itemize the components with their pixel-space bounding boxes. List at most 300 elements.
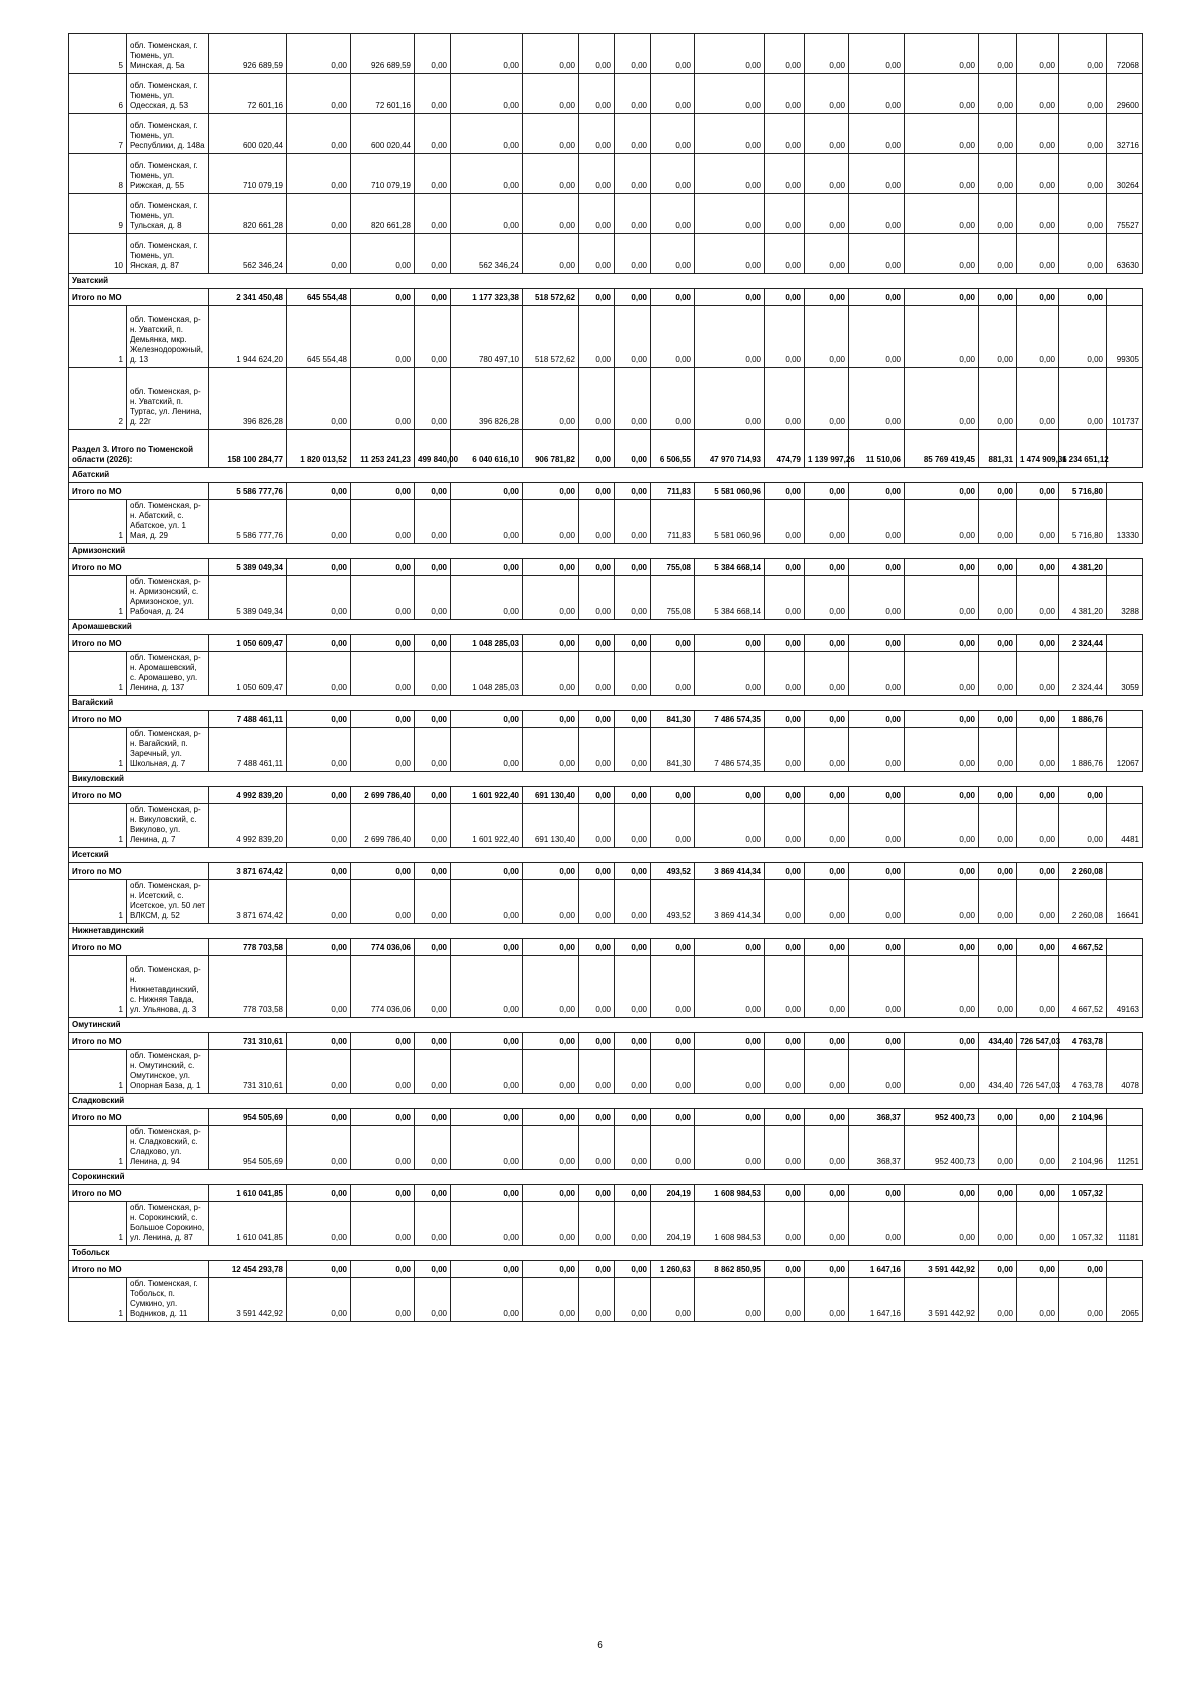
value-cell: 0,00 [651, 34, 695, 74]
total-cell: 0,00 [351, 1109, 415, 1126]
address-row [69, 1126, 1143, 1170]
total-cell: 0,00 [765, 1109, 805, 1126]
total-cell: 0,00 [765, 787, 805, 804]
value-cell: 0,00 [805, 234, 849, 274]
value-cell: 0,00 [695, 74, 765, 114]
mo-total-label: Итого по МО [69, 711, 209, 728]
total-cell: 5 716,80 [1059, 483, 1107, 500]
empty-code-cell [1107, 787, 1143, 804]
mo-total-label: Итого по МО [69, 1261, 209, 1278]
value-cell: 0,00 [451, 34, 523, 74]
value-cell: 0,00 [523, 194, 579, 234]
value-cell: 0,00 [579, 194, 615, 234]
total-cell: 0,00 [979, 1109, 1017, 1126]
total-cell: 0,00 [579, 711, 615, 728]
value-cell: 0,00 [849, 652, 905, 696]
value-cell: 0,00 [849, 804, 905, 848]
value-cell: 600 020,44 [209, 114, 287, 154]
address-cell: обл. Тюменская, г. Тюмень, ул. Тульская, д. 8 [127, 194, 209, 234]
value-cell: 926 689,59 [209, 34, 287, 74]
value-cell: 820 661,28 [209, 194, 287, 234]
total-cell: 0,00 [523, 1185, 579, 1202]
value-cell: 368,37 [849, 1126, 905, 1170]
total-cell: 158 100 284,77 [209, 430, 287, 468]
total-cell: 1 601 922,40 [451, 787, 523, 804]
value-cell: 0,00 [615, 880, 651, 924]
total-cell: 3 871 674,42 [209, 863, 287, 880]
total-cell: 0,00 [1059, 289, 1107, 306]
total-cell: 881,31 [979, 430, 1017, 468]
value-cell: 0,00 [351, 234, 415, 274]
total-cell: 841,30 [651, 711, 695, 728]
value-cell: 0,00 [287, 34, 351, 74]
value-cell: 0,00 [415, 306, 451, 368]
value-cell: 0,00 [415, 1050, 451, 1094]
address-cell: обл. Тюменская, р-н. Омутинский, с. Омутинское, ул. Опорная База, д. 1 [127, 1050, 209, 1094]
value-cell: 0,00 [523, 1050, 579, 1094]
total-cell: 0,00 [523, 559, 579, 576]
value-cell: 0,00 [523, 1278, 579, 1322]
value-cell: 0,00 [905, 880, 979, 924]
value-cell: 0,00 [523, 500, 579, 544]
value-cell: 0,00 [979, 154, 1017, 194]
total-cell: 0,00 [979, 1261, 1017, 1278]
total-cell: 0,00 [1017, 289, 1059, 306]
value-cell: 0,00 [805, 880, 849, 924]
value-cell: 0,00 [615, 956, 651, 1018]
value-cell: 0,00 [1059, 114, 1107, 154]
value-cell: 600 020,44 [351, 114, 415, 154]
value-cell: 0,00 [287, 1126, 351, 1170]
value-cell: 0,00 [1017, 1202, 1059, 1246]
total-cell: 0,00 [451, 711, 523, 728]
mo-total-row [69, 711, 1143, 728]
value-cell: 0,00 [979, 1202, 1017, 1246]
address-cell: обл. Тюменская, р-н. Аромашевский, с. Аромашево, ул. Ленина, д. 137 [127, 652, 209, 696]
address-row [69, 500, 1143, 544]
total-cell: 0,00 [523, 711, 579, 728]
value-cell: 493,52 [651, 880, 695, 924]
total-cell: 7 488 461,11 [209, 711, 287, 728]
value-cell: 0,00 [651, 194, 695, 234]
total-cell: 3 869 414,34 [695, 863, 765, 880]
value-cell: 1 050 609,47 [209, 652, 287, 696]
value-cell: 0,00 [849, 306, 905, 368]
total-cell: 368,37 [849, 1109, 905, 1126]
total-cell: 0,00 [415, 939, 451, 956]
value-cell: 1 647,16 [849, 1278, 905, 1322]
mo-total-label: Итого по МО [69, 939, 209, 956]
total-cell: 0,00 [849, 483, 905, 500]
total-cell: 0,00 [765, 939, 805, 956]
building-code: 11181 [1107, 1202, 1143, 1246]
total-cell: 0,00 [849, 635, 905, 652]
value-cell: 774 036,06 [351, 956, 415, 1018]
value-cell: 0,00 [905, 956, 979, 1018]
value-cell: 0,00 [805, 306, 849, 368]
value-cell: 1 886,76 [1059, 728, 1107, 772]
value-cell: 0,00 [695, 114, 765, 154]
total-cell: 0,00 [615, 1033, 651, 1050]
total-cell: 5 581 060,96 [695, 483, 765, 500]
total-cell: 0,00 [1017, 1109, 1059, 1126]
value-cell: 4 667,52 [1059, 956, 1107, 1018]
value-cell: 2 699 786,40 [351, 804, 415, 848]
total-cell: 6 040 616,10 [451, 430, 523, 468]
total-cell: 0,00 [765, 1261, 805, 1278]
value-cell: 0,00 [765, 576, 805, 620]
value-cell: 0,00 [849, 194, 905, 234]
value-cell: 0,00 [615, 34, 651, 74]
address-row [69, 1278, 1143, 1322]
value-cell: 0,00 [849, 576, 905, 620]
value-cell: 0,00 [415, 1126, 451, 1170]
total-cell: 0,00 [695, 1109, 765, 1126]
value-cell: 0,00 [849, 500, 905, 544]
total-cell: 0,00 [579, 863, 615, 880]
row-index: 1 [69, 1278, 127, 1322]
value-cell: 0,00 [415, 500, 451, 544]
value-cell: 0,00 [765, 154, 805, 194]
total-cell: 499 840,00 [415, 430, 451, 468]
value-cell: 0,00 [615, 804, 651, 848]
value-cell: 0,00 [615, 652, 651, 696]
region-header-row [69, 1094, 1143, 1109]
mo-total-label: Итого по МО [69, 559, 209, 576]
total-cell: 0,00 [287, 787, 351, 804]
value-cell: 0,00 [615, 368, 651, 430]
value-cell: 0,00 [979, 652, 1017, 696]
total-cell: 0,00 [1059, 1261, 1107, 1278]
region-name: Абатский [69, 468, 1143, 483]
value-cell: 0,00 [523, 114, 579, 154]
value-cell: 0,00 [805, 1278, 849, 1322]
value-cell: 0,00 [765, 956, 805, 1018]
address-row [69, 1050, 1143, 1094]
total-cell: 85 769 419,45 [905, 430, 979, 468]
address-cell: обл. Тюменская, р-н. Уватский, п. Демьянка, мкр. Железнодорожный, д. 13 [127, 306, 209, 368]
empty-code-cell [1107, 635, 1143, 652]
total-cell: 0,00 [451, 1033, 523, 1050]
building-code: 11251 [1107, 1126, 1143, 1170]
value-cell: 0,00 [849, 114, 905, 154]
total-cell: 2 341 450,48 [209, 289, 287, 306]
value-cell: 0,00 [979, 956, 1017, 1018]
total-cell: 0,00 [287, 483, 351, 500]
mo-total-row [69, 483, 1143, 500]
value-cell: 0,00 [287, 74, 351, 114]
total-cell: 0,00 [523, 1261, 579, 1278]
total-cell: 0,00 [805, 863, 849, 880]
value-cell: 0,00 [1059, 1278, 1107, 1322]
value-cell: 0,00 [415, 368, 451, 430]
address-row [69, 154, 1143, 194]
value-cell: 0,00 [1017, 34, 1059, 74]
value-cell: 0,00 [287, 194, 351, 234]
total-cell: 0,00 [1017, 711, 1059, 728]
value-cell: 780 497,10 [451, 306, 523, 368]
total-cell: 0,00 [805, 939, 849, 956]
value-cell: 0,00 [351, 306, 415, 368]
value-cell: 0,00 [695, 1050, 765, 1094]
value-cell: 0,00 [765, 34, 805, 74]
empty-code-cell [1107, 1185, 1143, 1202]
value-cell: 0,00 [579, 956, 615, 1018]
region-header-row [69, 1018, 1143, 1033]
value-cell: 0,00 [695, 804, 765, 848]
value-cell: 0,00 [579, 880, 615, 924]
row-index: 1 [69, 500, 127, 544]
region-header-row [69, 772, 1143, 787]
value-cell: 0,00 [1059, 194, 1107, 234]
address-row [69, 114, 1143, 154]
region-name: Армизонский [69, 544, 1143, 559]
total-cell: 493,52 [651, 863, 695, 880]
value-cell: 0,00 [287, 114, 351, 154]
value-cell: 0,00 [351, 1202, 415, 1246]
region-header-row [69, 468, 1143, 483]
total-cell: 0,00 [287, 1185, 351, 1202]
region-header-row [69, 274, 1143, 289]
region-name: Исетский [69, 848, 1143, 863]
empty-code-cell [1107, 559, 1143, 576]
empty-code-cell [1107, 289, 1143, 306]
mo-total-row [69, 559, 1143, 576]
building-code: 72068 [1107, 34, 1143, 74]
value-cell: 0,00 [905, 1050, 979, 1094]
total-cell: 0,00 [351, 1033, 415, 1050]
region-name: Нижнетавдинский [69, 924, 1143, 939]
total-cell: 0,00 [579, 559, 615, 576]
total-cell: 4 992 839,20 [209, 787, 287, 804]
value-cell: 0,00 [1017, 576, 1059, 620]
total-cell: 0,00 [849, 289, 905, 306]
value-cell: 0,00 [523, 1202, 579, 1246]
value-cell: 0,00 [351, 880, 415, 924]
building-code: 2065 [1107, 1278, 1143, 1322]
value-cell: 0,00 [287, 956, 351, 1018]
empty-code-cell [1107, 863, 1143, 880]
total-cell: 0,00 [905, 559, 979, 576]
value-cell: 0,00 [615, 114, 651, 154]
building-code: 16641 [1107, 880, 1143, 924]
total-cell: 0,00 [351, 635, 415, 652]
total-cell: 5 389 049,34 [209, 559, 287, 576]
row-index: 7 [69, 114, 127, 154]
address-row [69, 804, 1143, 848]
region-name: Сладковский [69, 1094, 1143, 1109]
value-cell: 0,00 [979, 500, 1017, 544]
total-cell: 0,00 [523, 939, 579, 956]
value-cell: 0,00 [765, 880, 805, 924]
value-cell: 0,00 [415, 880, 451, 924]
value-cell: 0,00 [695, 306, 765, 368]
value-cell: 0,00 [415, 956, 451, 1018]
value-cell: 0,00 [451, 1050, 523, 1094]
address-cell: обл. Тюменская, р-н. Сладковский, с. Сладково, ул. Ленина, д. 94 [127, 1126, 209, 1170]
row-index: 1 [69, 804, 127, 848]
value-cell: 0,00 [765, 652, 805, 696]
building-code: 3288 [1107, 576, 1143, 620]
total-cell: 1 608 984,53 [695, 1185, 765, 1202]
total-cell: 0,00 [979, 483, 1017, 500]
value-cell: 0,00 [351, 1278, 415, 1322]
address-cell: обл. Тюменская, г. Тюмень, ул. Рижская, д. 55 [127, 154, 209, 194]
total-cell: 0,00 [523, 1033, 579, 1050]
total-cell: 0,00 [451, 1261, 523, 1278]
table-body [69, 34, 1143, 1322]
value-cell: 0,00 [849, 154, 905, 194]
total-cell: 4 381,20 [1059, 559, 1107, 576]
value-cell: 0,00 [905, 500, 979, 544]
address-row [69, 306, 1143, 368]
value-cell: 0,00 [651, 1278, 695, 1322]
value-cell: 0,00 [849, 1202, 905, 1246]
value-cell: 0,00 [415, 652, 451, 696]
value-cell: 4 381,20 [1059, 576, 1107, 620]
total-cell: 1 886,76 [1059, 711, 1107, 728]
total-cell: 0,00 [615, 635, 651, 652]
row-index: 1 [69, 1050, 127, 1094]
value-cell: 0,00 [805, 34, 849, 74]
value-cell: 4 763,78 [1059, 1050, 1107, 1094]
value-cell: 0,00 [979, 368, 1017, 430]
total-cell: 954 505,69 [209, 1109, 287, 1126]
total-cell: 0,00 [579, 430, 615, 468]
total-cell: 0,00 [351, 711, 415, 728]
total-cell: 0,00 [1017, 939, 1059, 956]
building-code: 13330 [1107, 500, 1143, 544]
total-cell: 0,00 [1017, 1185, 1059, 1202]
row-index: 9 [69, 194, 127, 234]
value-cell: 0,00 [523, 368, 579, 430]
value-cell: 0,00 [579, 74, 615, 114]
data-sheet [68, 33, 1142, 1322]
value-cell: 0,00 [651, 956, 695, 1018]
value-cell: 0,00 [579, 1126, 615, 1170]
value-cell: 0,00 [615, 234, 651, 274]
value-cell: 2 324,44 [1059, 652, 1107, 696]
value-cell: 0,00 [905, 194, 979, 234]
total-cell: 0,00 [905, 711, 979, 728]
total-cell: 7 486 574,35 [695, 711, 765, 728]
total-cell: 0,00 [805, 787, 849, 804]
value-cell: 7 486 574,35 [695, 728, 765, 772]
value-cell: 0,00 [979, 306, 1017, 368]
total-cell: 0,00 [351, 1261, 415, 1278]
total-cell: 4 763,78 [1059, 1033, 1107, 1050]
value-cell: 0,00 [905, 652, 979, 696]
total-cell: 474,79 [765, 430, 805, 468]
value-cell: 0,00 [415, 74, 451, 114]
value-cell: 72 601,16 [351, 74, 415, 114]
value-cell: 0,00 [615, 500, 651, 544]
value-cell: 0,00 [1017, 804, 1059, 848]
value-cell: 2 104,96 [1059, 1126, 1107, 1170]
value-cell: 0,00 [905, 306, 979, 368]
total-cell: 0,00 [415, 1109, 451, 1126]
value-cell: 0,00 [415, 154, 451, 194]
value-cell: 3 591 442,92 [905, 1278, 979, 1322]
section-total-row [69, 430, 1143, 468]
address-cell: обл. Тюменская, р-н. Уватский, п. Туртас, ул. Ленина, д. 22г [127, 368, 209, 430]
value-cell: 0,00 [451, 956, 523, 1018]
total-cell: 0,00 [451, 483, 523, 500]
value-cell: 0,00 [579, 804, 615, 848]
value-cell: 0,00 [615, 1050, 651, 1094]
total-cell: 0,00 [765, 559, 805, 576]
value-cell: 0,00 [287, 1278, 351, 1322]
value-cell: 5 581 060,96 [695, 500, 765, 544]
total-cell: 0,00 [849, 939, 905, 956]
total-cell: 0,00 [849, 711, 905, 728]
row-index: 10 [69, 234, 127, 274]
total-cell: 0,00 [287, 1033, 351, 1050]
total-cell: 0,00 [765, 711, 805, 728]
address-cell: обл. Тюменская, р-н. Исетский, с. Исетское, ул. 50 лет ВЛКСМ, д. 52 [127, 880, 209, 924]
value-cell: 0,00 [579, 234, 615, 274]
address-cell: обл. Тюменская, г. Тюмень, ул. Республики, д. 148а [127, 114, 209, 154]
value-cell: 0,00 [415, 194, 451, 234]
total-cell: 0,00 [651, 939, 695, 956]
value-cell: 0,00 [765, 306, 805, 368]
value-cell: 0,00 [1017, 194, 1059, 234]
value-cell: 396 826,28 [209, 368, 287, 430]
total-cell: 0,00 [695, 635, 765, 652]
total-cell: 0,00 [615, 711, 651, 728]
value-cell: 396 826,28 [451, 368, 523, 430]
total-cell: 731 310,61 [209, 1033, 287, 1050]
region-header-row [69, 696, 1143, 711]
building-code: 3059 [1107, 652, 1143, 696]
total-cell: 0,00 [849, 559, 905, 576]
total-cell: 0,00 [615, 289, 651, 306]
value-cell: 1 610 041,85 [209, 1202, 287, 1246]
value-cell: 0,00 [579, 576, 615, 620]
total-cell: 0,00 [651, 1109, 695, 1126]
total-cell: 0,00 [351, 559, 415, 576]
total-cell: 0,00 [579, 1185, 615, 1202]
value-cell: 0,00 [805, 1050, 849, 1094]
value-cell: 3 871 674,42 [209, 880, 287, 924]
capital-repair-table [68, 33, 1143, 1322]
region-name: Сорокинский [69, 1170, 1143, 1185]
mo-total-label: Итого по МО [69, 289, 209, 306]
value-cell: 0,00 [523, 576, 579, 620]
total-cell: 0,00 [849, 1185, 905, 1202]
value-cell: 0,00 [1017, 114, 1059, 154]
value-cell: 0,00 [351, 500, 415, 544]
value-cell: 0,00 [451, 74, 523, 114]
total-cell: 1 610 041,85 [209, 1185, 287, 1202]
value-cell: 0,00 [905, 576, 979, 620]
value-cell: 2 260,08 [1059, 880, 1107, 924]
value-cell: 0,00 [579, 1278, 615, 1322]
value-cell: 518 572,62 [523, 306, 579, 368]
address-row [69, 368, 1143, 430]
address-row [69, 74, 1143, 114]
total-cell: 0,00 [805, 635, 849, 652]
value-cell: 0,00 [579, 368, 615, 430]
value-cell: 0,00 [765, 1202, 805, 1246]
value-cell: 0,00 [1059, 34, 1107, 74]
value-cell: 954 505,69 [209, 1126, 287, 1170]
region-header-row [69, 544, 1143, 559]
address-cell: обл. Тюменская, г. Тюмень, ул. Янская, д. 87 [127, 234, 209, 274]
value-cell: 562 346,24 [451, 234, 523, 274]
value-cell: 0,00 [1017, 368, 1059, 430]
value-cell: 711,83 [651, 500, 695, 544]
